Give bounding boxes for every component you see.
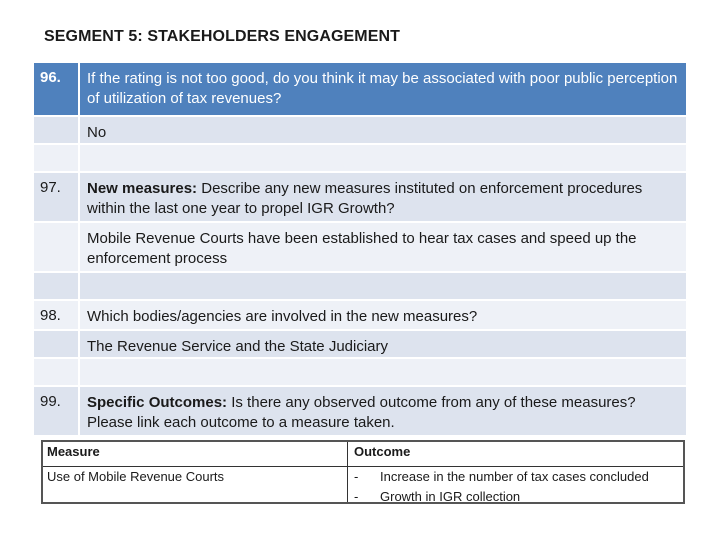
- question-number: 97.: [34, 173, 78, 221]
- answer-text: The Revenue Service and the State Judiciary: [80, 331, 686, 357]
- blank-row: [34, 271, 686, 299]
- dash-bullet: -: [354, 469, 359, 484]
- measure-column: [43, 442, 347, 502]
- question-number: 99.: [34, 387, 78, 435]
- question-number: 96.: [34, 63, 78, 115]
- answer-text: No: [80, 117, 686, 143]
- measure-outcome-table: [41, 440, 685, 504]
- question-row-97: [34, 171, 686, 221]
- blank-row: [34, 143, 686, 171]
- outcome-header: Outcome: [348, 444, 683, 467]
- answer-row-97: [34, 221, 686, 271]
- segment-title: SEGMENT 5: STAKEHOLDERS ENGAGEMENT: [44, 28, 401, 45]
- question-row-98: [34, 299, 686, 329]
- question-text: Which bodies/agencies are involved in the new measures?: [80, 301, 686, 329]
- question-row-96: [34, 63, 686, 115]
- outcome-column: [347, 442, 683, 502]
- question-text: If the rating is not too good, do you think it may be associated with poor public perception of utilization of tax revenues?: [80, 63, 686, 115]
- answer-row-98: [34, 329, 686, 357]
- question-label: New measures:: [87, 180, 198, 197]
- question-number: 98.: [34, 301, 78, 329]
- outcome-item: - Growth in IGR collection: [354, 487, 683, 507]
- question-text: New measures: Describe any new measures instituted on enforcement procedures within the last one year to propel IGR Growth?: [80, 173, 686, 221]
- question-label: Specific Outcomes:: [87, 394, 228, 411]
- dash-bullet: -: [354, 489, 359, 504]
- measure-header: Measure: [43, 444, 353, 467]
- answer-text: Mobile Revenue Courts have been established to hear tax cases and speed up the enforcement process: [80, 223, 686, 271]
- blank-row: [34, 357, 686, 385]
- answer-row-96: [34, 115, 686, 143]
- question-row-99: [34, 385, 686, 435]
- questionnaire-table: [34, 63, 686, 435]
- measure-cell: Use of Mobile Revenue Courts: [47, 469, 225, 484]
- outcome-item: - Increase in the number of tax cases concluded: [354, 467, 683, 487]
- question-text: Specific Outcomes: Is there any observed outcome from any of these measures? Please link each outcome to a measure taken.: [80, 387, 686, 435]
